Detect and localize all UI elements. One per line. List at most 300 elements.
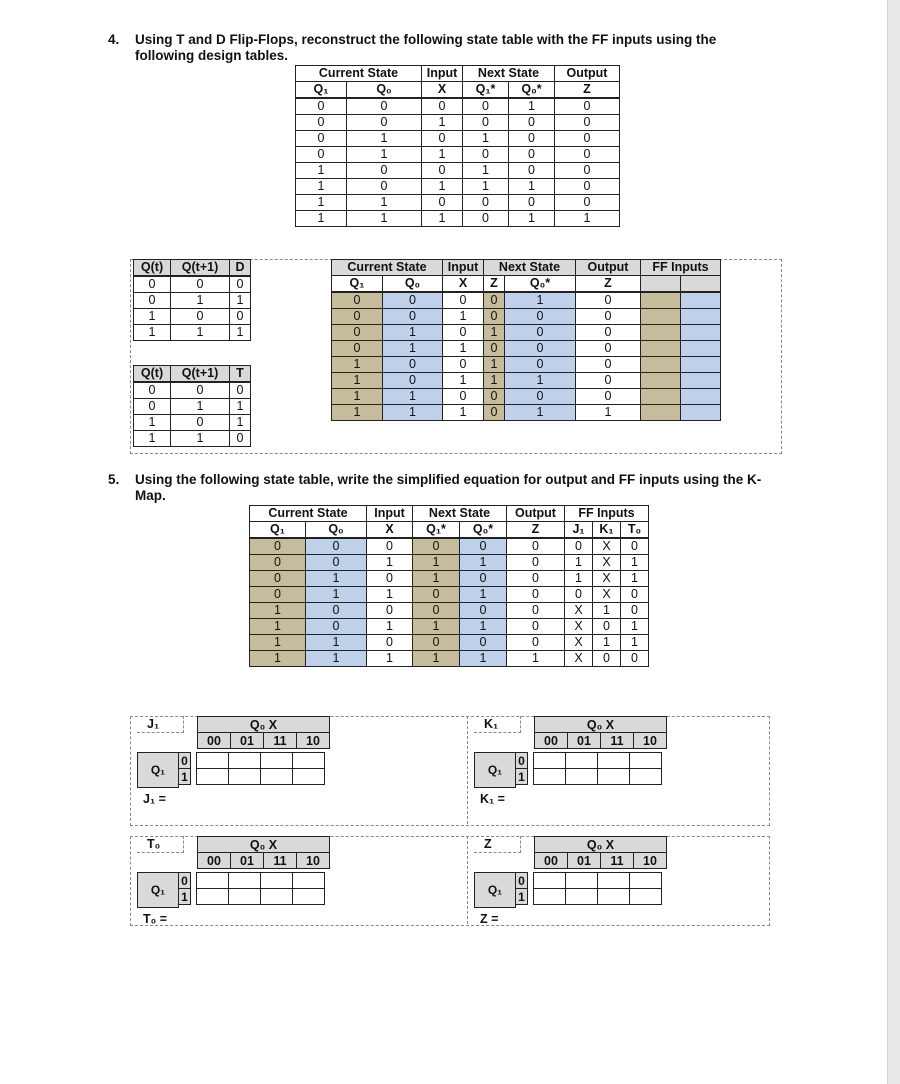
- kmap: [470, 836, 800, 936]
- t2-cell: 0: [484, 341, 505, 357]
- kmap-cell[interactable]: [261, 873, 293, 889]
- kmap-cell[interactable]: [566, 889, 598, 905]
- t2-cell: 0: [505, 325, 576, 341]
- t1-sub: Z: [555, 82, 620, 99]
- t1-cell: 1: [509, 98, 555, 115]
- t3-cell: 1: [593, 603, 621, 619]
- t2-cell: [681, 373, 721, 389]
- t2-cell: 0: [443, 292, 484, 309]
- t3-cell: 0: [621, 587, 649, 603]
- t3-cell: 1: [306, 571, 367, 587]
- kmap-cell[interactable]: [197, 873, 229, 889]
- t_table-cell: 0: [230, 382, 251, 399]
- t2-cell: [681, 309, 721, 325]
- t2-cell: 1: [505, 405, 576, 421]
- t1-cell: 1: [296, 179, 347, 195]
- kmap-var-header: [534, 716, 667, 749]
- t3-cell: 1: [565, 571, 593, 587]
- t3-cell: 1: [460, 619, 507, 635]
- t3-cell: 0: [306, 619, 367, 635]
- table-row: [296, 98, 620, 115]
- t1-cell: 1: [422, 179, 463, 195]
- t-head: T: [230, 366, 251, 383]
- t_table-cell: 0: [134, 382, 171, 399]
- t1-cell: 1: [347, 131, 422, 147]
- t2-cell: [681, 292, 721, 309]
- t3-cell: 0: [306, 603, 367, 619]
- t3-sub: Q₀*: [460, 522, 507, 539]
- table-row: [250, 587, 649, 603]
- t3-sub: Q₁: [250, 522, 306, 539]
- table-row: [250, 619, 649, 635]
- t2-cell: 1: [332, 389, 383, 405]
- table-row: [296, 179, 620, 195]
- t1-cell: 1: [463, 163, 509, 179]
- t1-cell: 0: [296, 115, 347, 131]
- kmap-col-label: 01: [568, 853, 601, 869]
- kmap-equation-label: J₁ =: [143, 792, 166, 806]
- kmap-cell[interactable]: [630, 753, 662, 769]
- t1-cell: 1: [347, 195, 422, 211]
- t1-cell: 1: [509, 211, 555, 227]
- state-table-1: [295, 65, 620, 227]
- t1-sub: Q₁: [296, 82, 347, 99]
- kmap-cell[interactable]: [598, 753, 630, 769]
- kmap-row-label: 0: [516, 873, 528, 889]
- t2-cell: 0: [332, 309, 383, 325]
- t3-cell: 0: [250, 538, 306, 555]
- kmap-cell[interactable]: [261, 769, 293, 785]
- kmap-col-label: 10: [297, 733, 330, 749]
- t2-cell: [641, 357, 681, 373]
- kmap-row-label: 1: [179, 769, 191, 785]
- t3-cell: 1: [413, 651, 460, 667]
- kmap-cell[interactable]: [261, 753, 293, 769]
- t2-head-input: Input: [443, 260, 484, 276]
- t2-cell: 1: [484, 373, 505, 389]
- kmap-col-label: 11: [601, 853, 634, 869]
- t2-cell: 1: [383, 389, 443, 405]
- kmap: [470, 716, 800, 816]
- t1-cell: 0: [509, 131, 555, 147]
- t2-cell: 0: [383, 292, 443, 309]
- t1-cell: 1: [422, 115, 463, 131]
- kmap-cell[interactable]: [598, 873, 630, 889]
- t1-cell: 0: [555, 131, 620, 147]
- table-row: [296, 195, 620, 211]
- t1-sub: Q₀*: [509, 82, 555, 99]
- table-row: [134, 325, 251, 341]
- t2-cell: 0: [505, 357, 576, 373]
- t1-cell: 0: [555, 115, 620, 131]
- t1-head-next-state: Next State: [463, 66, 555, 82]
- kmap-col-label: 10: [297, 853, 330, 869]
- table-row: [134, 399, 251, 415]
- t3-cell: 1: [565, 555, 593, 571]
- t3-cell: 1: [621, 635, 649, 651]
- t3-cell: 0: [367, 603, 413, 619]
- t3-cell: 1: [250, 635, 306, 651]
- kmap-row-var: Q₁: [137, 872, 179, 908]
- kmap-cell[interactable]: [229, 769, 261, 785]
- d-head: D: [230, 260, 251, 277]
- kmap-cell[interactable]: [229, 873, 261, 889]
- t2-cell: 1: [443, 309, 484, 325]
- t1-cell: 1: [347, 211, 422, 227]
- t3-cell: 0: [593, 651, 621, 667]
- t3-cell: 0: [621, 651, 649, 667]
- t1-cell: 0: [463, 98, 509, 115]
- kmap-name: T₀: [137, 836, 184, 853]
- kmap-cell[interactable]: [566, 769, 598, 785]
- kmap-cell[interactable]: [566, 753, 598, 769]
- kmap-row-var: Q₁: [474, 872, 516, 908]
- t3-cell: 0: [413, 635, 460, 651]
- t3-cell: X: [565, 603, 593, 619]
- question-5-number: 5.: [108, 472, 120, 487]
- t_table-cell: 0: [134, 399, 171, 415]
- table-row: [296, 131, 620, 147]
- t-flipflop-table: [133, 365, 251, 447]
- t1-cell: 0: [555, 98, 620, 115]
- t3-cell: 0: [621, 538, 649, 555]
- t1-cell: 0: [509, 147, 555, 163]
- t2-cell: [641, 325, 681, 341]
- t2-cell: 0: [576, 325, 641, 341]
- t3-head-current-state: Current State: [250, 506, 367, 522]
- t1-cell: 0: [296, 98, 347, 115]
- kmap-cell[interactable]: [630, 889, 662, 905]
- kmap-row-labels: [178, 872, 191, 905]
- kmap-cell[interactable]: [630, 873, 662, 889]
- t_table-cell: 0: [171, 382, 230, 399]
- table-row: [134, 276, 251, 293]
- t1-cell: 0: [555, 179, 620, 195]
- t3-cell: 0: [367, 571, 413, 587]
- kmap-cell[interactable]: [261, 889, 293, 905]
- t1-cell: 0: [422, 163, 463, 179]
- t2-cell: [681, 341, 721, 357]
- kmap-row-label: 0: [179, 753, 191, 769]
- t3-cell: X: [565, 651, 593, 667]
- table-row: [134, 309, 251, 325]
- kmap-col-label: 01: [231, 733, 264, 749]
- d_table-cell: 0: [230, 309, 251, 325]
- question-4-text: Using T and D Flip-Flops, reconstruct the following state table with the FF inputs using the following design tables.: [135, 32, 717, 63]
- t3-cell: 0: [250, 587, 306, 603]
- t3-cell: 1: [593, 635, 621, 651]
- t2-cell: 1: [443, 341, 484, 357]
- d-flipflop-table: [133, 259, 251, 341]
- t1-cell: 0: [463, 211, 509, 227]
- table-row: [250, 635, 649, 651]
- kmap: [133, 836, 463, 936]
- kmap-cell[interactable]: [598, 889, 630, 905]
- t3-cell: 1: [367, 619, 413, 635]
- t3-cell: 0: [565, 538, 593, 555]
- kmap-cell[interactable]: [197, 769, 229, 785]
- t1-cell: 0: [509, 195, 555, 211]
- t2-cell: 0: [484, 405, 505, 421]
- t2-cell: 1: [484, 325, 505, 341]
- table-row: [250, 651, 649, 667]
- t1-cell: 1: [509, 179, 555, 195]
- t1-cell: 1: [296, 195, 347, 211]
- kmap-cell[interactable]: [534, 769, 566, 785]
- kmap-cell[interactable]: [534, 753, 566, 769]
- t2-cell: 1: [383, 341, 443, 357]
- t3-cell: X: [593, 587, 621, 603]
- t2-cell: [681, 389, 721, 405]
- table-row: [134, 382, 251, 399]
- t3-cell: 1: [621, 555, 649, 571]
- t3-cell: 0: [460, 635, 507, 651]
- t2-sub: [681, 276, 721, 293]
- kmap-grid: [196, 752, 325, 785]
- t1-cell: 1: [555, 211, 620, 227]
- state-table-3: [249, 505, 649, 667]
- t3-cell: 1: [621, 619, 649, 635]
- t2-head-output: Output: [576, 260, 641, 276]
- t3-cell: 0: [507, 538, 565, 555]
- t-head: Q(t): [134, 366, 171, 383]
- t_table-cell: 1: [230, 399, 251, 415]
- d-head: Q(t+1): [171, 260, 230, 277]
- t1-cell: 0: [347, 163, 422, 179]
- t2-cell: 0: [332, 325, 383, 341]
- kmap-equation-label: Z =: [480, 912, 499, 926]
- kmap-var-label: Q₀ X: [198, 837, 330, 853]
- t3-cell: 0: [367, 538, 413, 555]
- d-head: Q(t): [134, 260, 171, 277]
- table-row: [250, 571, 649, 587]
- t2-cell: 1: [443, 405, 484, 421]
- t3-cell: 1: [367, 587, 413, 603]
- t2-cell: [641, 389, 681, 405]
- kmap-col-label: 10: [634, 853, 667, 869]
- t2-cell: [641, 309, 681, 325]
- t3-cell: 0: [413, 587, 460, 603]
- t1-cell: 0: [296, 131, 347, 147]
- t-head: Q(t+1): [171, 366, 230, 383]
- table-row: [332, 405, 721, 421]
- kmap-name: K₁: [474, 716, 521, 733]
- table-row: [296, 147, 620, 163]
- t2-cell: 1: [505, 292, 576, 309]
- t3-sub: Z: [507, 522, 565, 539]
- table-row: [332, 325, 721, 341]
- t3-cell: 1: [460, 555, 507, 571]
- t2-cell: 1: [505, 373, 576, 389]
- table-row: [134, 415, 251, 431]
- t1-sub: X: [422, 82, 463, 99]
- kmap-cell[interactable]: [566, 873, 598, 889]
- t3-cell: X: [565, 619, 593, 635]
- t1-sub: Q₁*: [463, 82, 509, 99]
- t3-cell: 1: [250, 603, 306, 619]
- t3-head-input: Input: [367, 506, 413, 522]
- t2-cell: 1: [383, 325, 443, 341]
- kmap-cell[interactable]: [229, 753, 261, 769]
- kmap-col-label: 01: [568, 733, 601, 749]
- t2-cell: 0: [484, 389, 505, 405]
- t3-cell: 1: [460, 587, 507, 603]
- kmap-row-var: Q₁: [474, 752, 516, 788]
- t3-sub: K₁: [593, 522, 621, 539]
- kmap-cell[interactable]: [534, 889, 566, 905]
- t1-cell: 0: [422, 98, 463, 115]
- table-row: [134, 293, 251, 309]
- table-row: [296, 211, 620, 227]
- t3-cell: 0: [507, 635, 565, 651]
- kmap-row-label: 1: [516, 889, 528, 905]
- table-row: [250, 603, 649, 619]
- t3-cell: X: [593, 571, 621, 587]
- t3-sub: Q₀: [306, 522, 367, 539]
- kmap-cell[interactable]: [229, 889, 261, 905]
- t2-cell: 0: [383, 309, 443, 325]
- t1-cell: 0: [555, 195, 620, 211]
- kmap-cell[interactable]: [630, 769, 662, 785]
- kmap-grid: [533, 752, 662, 785]
- t1-cell: 1: [422, 211, 463, 227]
- t3-cell: 1: [413, 619, 460, 635]
- t3-sub: X: [367, 522, 413, 539]
- t2-cell: [641, 341, 681, 357]
- t1-cell: 0: [463, 147, 509, 163]
- t2-cell: 0: [505, 389, 576, 405]
- kmap: [133, 716, 463, 816]
- t3-cell: 1: [306, 651, 367, 667]
- t2-cell: [641, 292, 681, 309]
- t3-cell: 0: [250, 555, 306, 571]
- t2-cell: [641, 405, 681, 421]
- t3-sub: T₀: [621, 522, 649, 539]
- t1-cell: 1: [422, 147, 463, 163]
- kmap-cell[interactable]: [534, 873, 566, 889]
- kmap-cell[interactable]: [293, 889, 325, 905]
- t3-cell: 0: [460, 571, 507, 587]
- t2-cell: 0: [443, 357, 484, 373]
- t3-cell: 0: [507, 587, 565, 603]
- t1-cell: 1: [296, 211, 347, 227]
- t1-cell: 0: [347, 98, 422, 115]
- question-5-text: Using the following state table, write the simplified equation for output and FF inputs using the K-Map.: [135, 472, 762, 503]
- t2-cell: 1: [332, 373, 383, 389]
- kmap-cell[interactable]: [197, 753, 229, 769]
- t3-head-next-state: Next State: [413, 506, 507, 522]
- t2-cell: [681, 405, 721, 421]
- t3-cell: 0: [250, 571, 306, 587]
- kmap-row-labels: [515, 872, 528, 905]
- t3-cell: 0: [367, 635, 413, 651]
- t3-cell: 0: [460, 538, 507, 555]
- t3-cell: X: [565, 635, 593, 651]
- d_table-cell: 1: [230, 293, 251, 309]
- kmap-cell[interactable]: [598, 769, 630, 785]
- kmap-var-header: [197, 716, 330, 749]
- page-edge: [887, 0, 900, 1084]
- t2-sub: Z: [484, 276, 505, 293]
- t1-cell: 0: [555, 147, 620, 163]
- t2-cell: 1: [383, 405, 443, 421]
- t3-sub: Q₁*: [413, 522, 460, 539]
- t2-head-current-state: Current State: [332, 260, 443, 276]
- t_table-cell: 1: [134, 415, 171, 431]
- t2-cell: 0: [576, 309, 641, 325]
- t2-cell: 0: [332, 341, 383, 357]
- kmap-name: Z: [474, 836, 521, 853]
- table-row: [134, 431, 251, 447]
- t3-cell: 1: [460, 651, 507, 667]
- t2-cell: [681, 357, 721, 373]
- table-row: [332, 373, 721, 389]
- kmap-cell[interactable]: [293, 753, 325, 769]
- t2-sub: Q₀: [383, 276, 443, 293]
- d_table-cell: 1: [134, 325, 171, 341]
- t1-cell: 0: [509, 115, 555, 131]
- t2-cell: [641, 373, 681, 389]
- kmap-var-label: Q₀ X: [198, 717, 330, 733]
- t1-cell: 0: [463, 195, 509, 211]
- t2-cell: 0: [484, 309, 505, 325]
- t2-cell: 0: [484, 292, 505, 309]
- t1-cell: 1: [463, 131, 509, 147]
- t3-cell: X: [593, 538, 621, 555]
- t_table-cell: 1: [230, 415, 251, 431]
- d_table-cell: 1: [171, 325, 230, 341]
- t3-cell: 1: [507, 651, 565, 667]
- kmap-row-labels: [515, 752, 528, 785]
- t3-cell: 0: [413, 538, 460, 555]
- t2-cell: 0: [383, 357, 443, 373]
- d_table-cell: 0: [134, 276, 171, 293]
- d_table-cell: 1: [171, 293, 230, 309]
- d_table-cell: 0: [171, 309, 230, 325]
- kmap-cell[interactable]: [197, 889, 229, 905]
- kmap-cell[interactable]: [293, 769, 325, 785]
- t3-cell: 0: [621, 603, 649, 619]
- t2-cell: 0: [576, 389, 641, 405]
- kmap-cell[interactable]: [293, 873, 325, 889]
- t3-cell: 0: [413, 603, 460, 619]
- t3-cell: 0: [460, 603, 507, 619]
- t2-cell: 0: [576, 357, 641, 373]
- t3-cell: 0: [306, 555, 367, 571]
- table-row: [250, 555, 649, 571]
- d_table-cell: 0: [171, 276, 230, 293]
- t3-cell: 0: [507, 571, 565, 587]
- table-row: [332, 309, 721, 325]
- t1-sub: Q₀: [347, 82, 422, 99]
- table-row: [296, 115, 620, 131]
- t2-cell: 1: [443, 373, 484, 389]
- kmap-var-header: [534, 836, 667, 869]
- t1-cell: 0: [347, 115, 422, 131]
- t1-cell: 0: [296, 147, 347, 163]
- t1-cell: 0: [509, 163, 555, 179]
- kmap-col-label: 00: [535, 733, 568, 749]
- t2-cell: 0: [383, 373, 443, 389]
- t1-cell: 0: [463, 115, 509, 131]
- kmap-divider-bottom: [467, 836, 468, 924]
- t3-head-output: Output: [507, 506, 565, 522]
- t3-cell: 1: [367, 555, 413, 571]
- t_table-cell: 1: [134, 431, 171, 447]
- t3-cell: 1: [413, 555, 460, 571]
- t1-cell: 1: [463, 179, 509, 195]
- kmap-col-label: 01: [231, 853, 264, 869]
